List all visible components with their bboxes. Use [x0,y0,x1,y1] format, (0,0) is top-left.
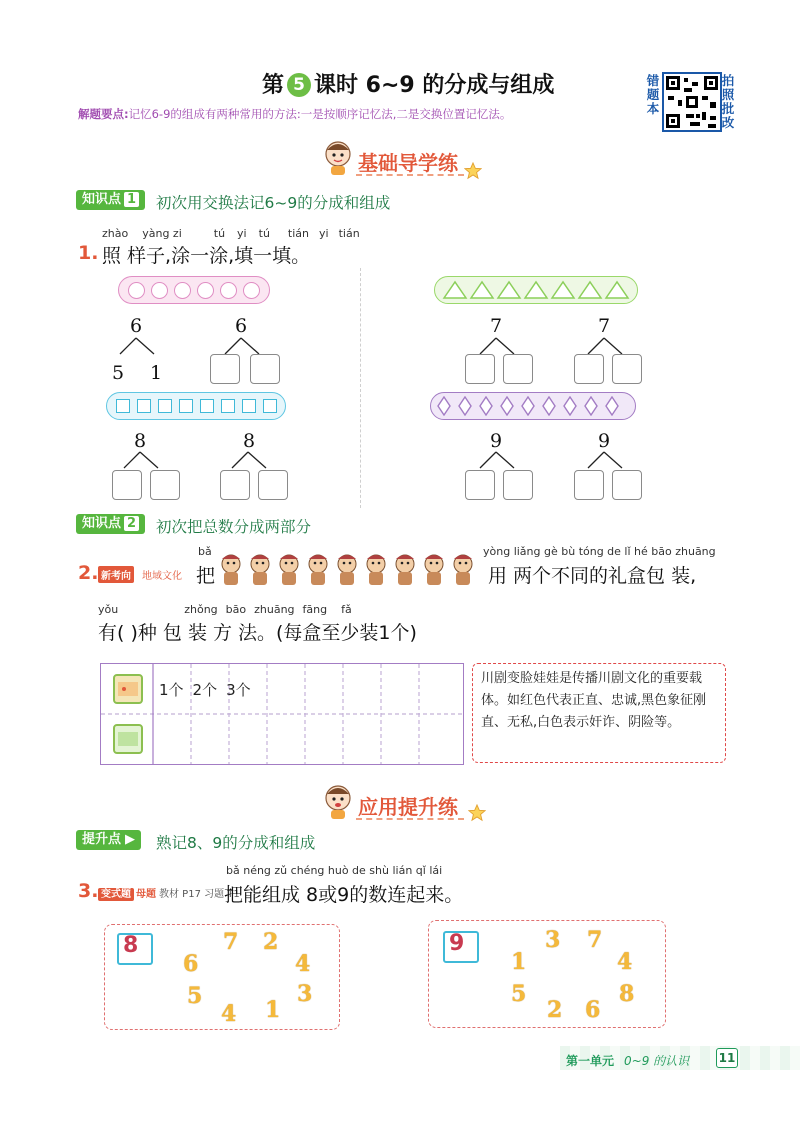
face-changing-doll-icon [247,553,273,587]
square-bead[interactable] [221,399,235,413]
triangle-icons[interactable] [442,280,630,300]
square-bead[interactable] [116,399,130,413]
number-figure[interactable]: 6 [183,951,199,977]
face-changing-doll-icon [392,553,418,587]
q2-pinyin2: yǒu zhǒng bāo zhuāng fāng fǎ [98,603,352,616]
mascot-icon [322,140,354,176]
total-number: 6 [235,315,248,337]
improvement-point-badge: 提升点 ▶ [76,830,141,850]
triangle-strip[interactable] [434,276,638,304]
square-bead[interactable] [158,399,172,413]
number-figure[interactable]: 6 [585,997,601,1023]
q2-text-right: 用 两个不同的礼盒包 装, [488,565,697,587]
gift-box-icon [113,724,143,754]
connect-box-8[interactable] [104,924,340,1030]
q3-number: 3. [78,880,99,902]
knowledge-point-text: 初次用交换法记6~9的分成和组成 [156,194,391,212]
gift-box-icon [113,674,143,704]
total-number: 8 [134,430,147,452]
knowledge-point-badge: 知识点 2 [76,514,145,534]
diamond-bead-strip[interactable] [430,392,636,420]
example-part: 1 [150,362,163,384]
qr-label-left: 错 题 本 [646,73,660,116]
total-number: 9 [490,430,503,452]
answer-box[interactable] [574,470,604,500]
circle-bead[interactable] [174,282,191,299]
number-figure[interactable]: 4 [295,951,311,977]
square-bead[interactable] [263,399,277,413]
number-figure[interactable]: 7 [223,929,239,955]
column-divider [360,268,361,508]
page-number: 11 [716,1048,738,1068]
square-bead[interactable] [179,399,193,413]
answer-box[interactable] [465,354,495,384]
answer-box[interactable] [465,470,495,500]
banner-underline [356,818,464,820]
answer-box[interactable] [612,354,642,384]
face-changing-doll-icon [450,553,476,587]
number-figure[interactable]: 8 [619,981,635,1007]
q1-number: 1. [78,242,99,264]
circle-bead[interactable] [220,282,237,299]
row1-cells: 1个 2个 3个 [159,681,251,699]
improvement-point-text: 熟记8、9的分成和组成 [156,834,316,852]
doll-row [218,553,476,587]
total-number: 7 [490,315,503,337]
knowledge-point-text: 初次把总数分成两部分 [156,518,312,536]
new-trend-badge: 新考向 [98,566,134,583]
page-title: 第 5 课时 6~9 的分成与组成 [262,73,555,98]
circle-bead[interactable] [128,282,145,299]
q1-text: 照 样子,涂一涂,填一填。 [102,245,311,267]
example-part: 5 [112,362,125,384]
total-number: 9 [598,430,611,452]
number-figure[interactable]: 4 [221,1001,237,1027]
number-figure[interactable]: 2 [547,997,563,1023]
q2-pinyin-ba: bǎ [198,545,212,558]
square-bead[interactable] [200,399,214,413]
answer-box[interactable] [258,470,288,500]
circle-bead[interactable] [197,282,214,299]
number-figure[interactable]: 7 [587,927,603,953]
culture-info-box: 川剧变脸娃娃是传播川剧文化的重要载体。如红色代表正直、忠诚,黑色象征刚直、无私,白色表示奸诈、阴险等。 [472,663,726,763]
answer-box[interactable] [612,470,642,500]
number-figure[interactable]: 1 [265,997,281,1023]
star-icon [464,162,482,180]
section-basic-heading: 基础导学练 [358,151,458,175]
target-number: 9 [449,931,465,956]
circle-bead-strip[interactable] [118,276,270,304]
variant-badge: 变式题 母题 教材 P17 习题 T1 [98,885,240,900]
footer-unit: 第一单元 0~9 的认识 [566,1054,690,1068]
star-icon [468,804,486,822]
answer-box[interactable] [503,354,533,384]
packing-grid[interactable] [100,663,464,765]
answer-box[interactable] [220,470,250,500]
square-bead-strip[interactable] [106,392,286,420]
answer-box[interactable] [503,470,533,500]
banner-underline [356,174,464,176]
square-bead[interactable] [242,399,256,413]
q3-pinyin: bǎ néng zǔ chéng huò de shù lián qǐ lái [226,864,443,877]
regional-culture-tag: 地域文化 [142,571,182,582]
circle-bead[interactable] [151,282,168,299]
q2-text2: 有( )种 包 装 方 法。(每盒至少装1个) [98,622,417,644]
face-changing-doll-icon [421,553,447,587]
answer-box[interactable] [250,354,280,384]
total-number: 7 [598,315,611,337]
number-figure[interactable]: 4 [617,949,633,975]
answer-box[interactable] [574,354,604,384]
q2-number: 2. [78,562,99,584]
diamond-icons[interactable] [437,396,629,416]
number-figure[interactable]: 1 [511,949,527,975]
solving-tip: 解题要点:记忆6-9的组成有两种常用的方法:一是按顺序记忆法,二是交换位置记忆法。 [78,107,512,121]
circle-bead[interactable] [243,282,260,299]
q2-pinyin-right: yòng liǎng gè bù tóng de lǐ hé bāo zhuāng [483,545,716,558]
answer-box[interactable] [150,470,180,500]
q3-text: 把能组成 8或9的数连起来。 [224,884,464,906]
grid-lines [101,664,463,764]
answer-box[interactable] [112,470,142,500]
number-figure[interactable]: 3 [297,981,313,1007]
number-figure[interactable]: 5 [187,983,203,1009]
lesson-number-badge: 5 [287,73,311,97]
face-changing-doll-icon [334,553,360,587]
target-number: 8 [123,933,139,958]
face-changing-doll-icon [305,553,331,587]
number-figure[interactable]: 5 [511,981,527,1007]
total-number: 6 [130,315,143,337]
qr-code[interactable] [662,72,722,132]
number-figure[interactable]: 2 [263,929,279,955]
q2-text-ba: 把 [196,565,216,587]
connect-box-9[interactable] [428,920,666,1028]
section-applied-heading: 应用提升练 [358,795,458,819]
answer-blank[interactable] [120,620,166,642]
square-bead[interactable] [137,399,151,413]
face-changing-doll-icon [363,553,389,587]
qr-label-right: 拍 照 批 改 [721,73,735,130]
q1-pinyin: zhào yàng zi tú yi tú tián yi tián [102,227,360,240]
total-number: 8 [243,430,256,452]
face-changing-doll-icon [218,553,244,587]
number-figure[interactable]: 3 [545,927,561,953]
knowledge-point-badge: 知识点 1 [76,190,145,210]
face-changing-doll-icon [276,553,302,587]
mascot-icon [322,784,354,820]
answer-box[interactable] [210,354,240,384]
